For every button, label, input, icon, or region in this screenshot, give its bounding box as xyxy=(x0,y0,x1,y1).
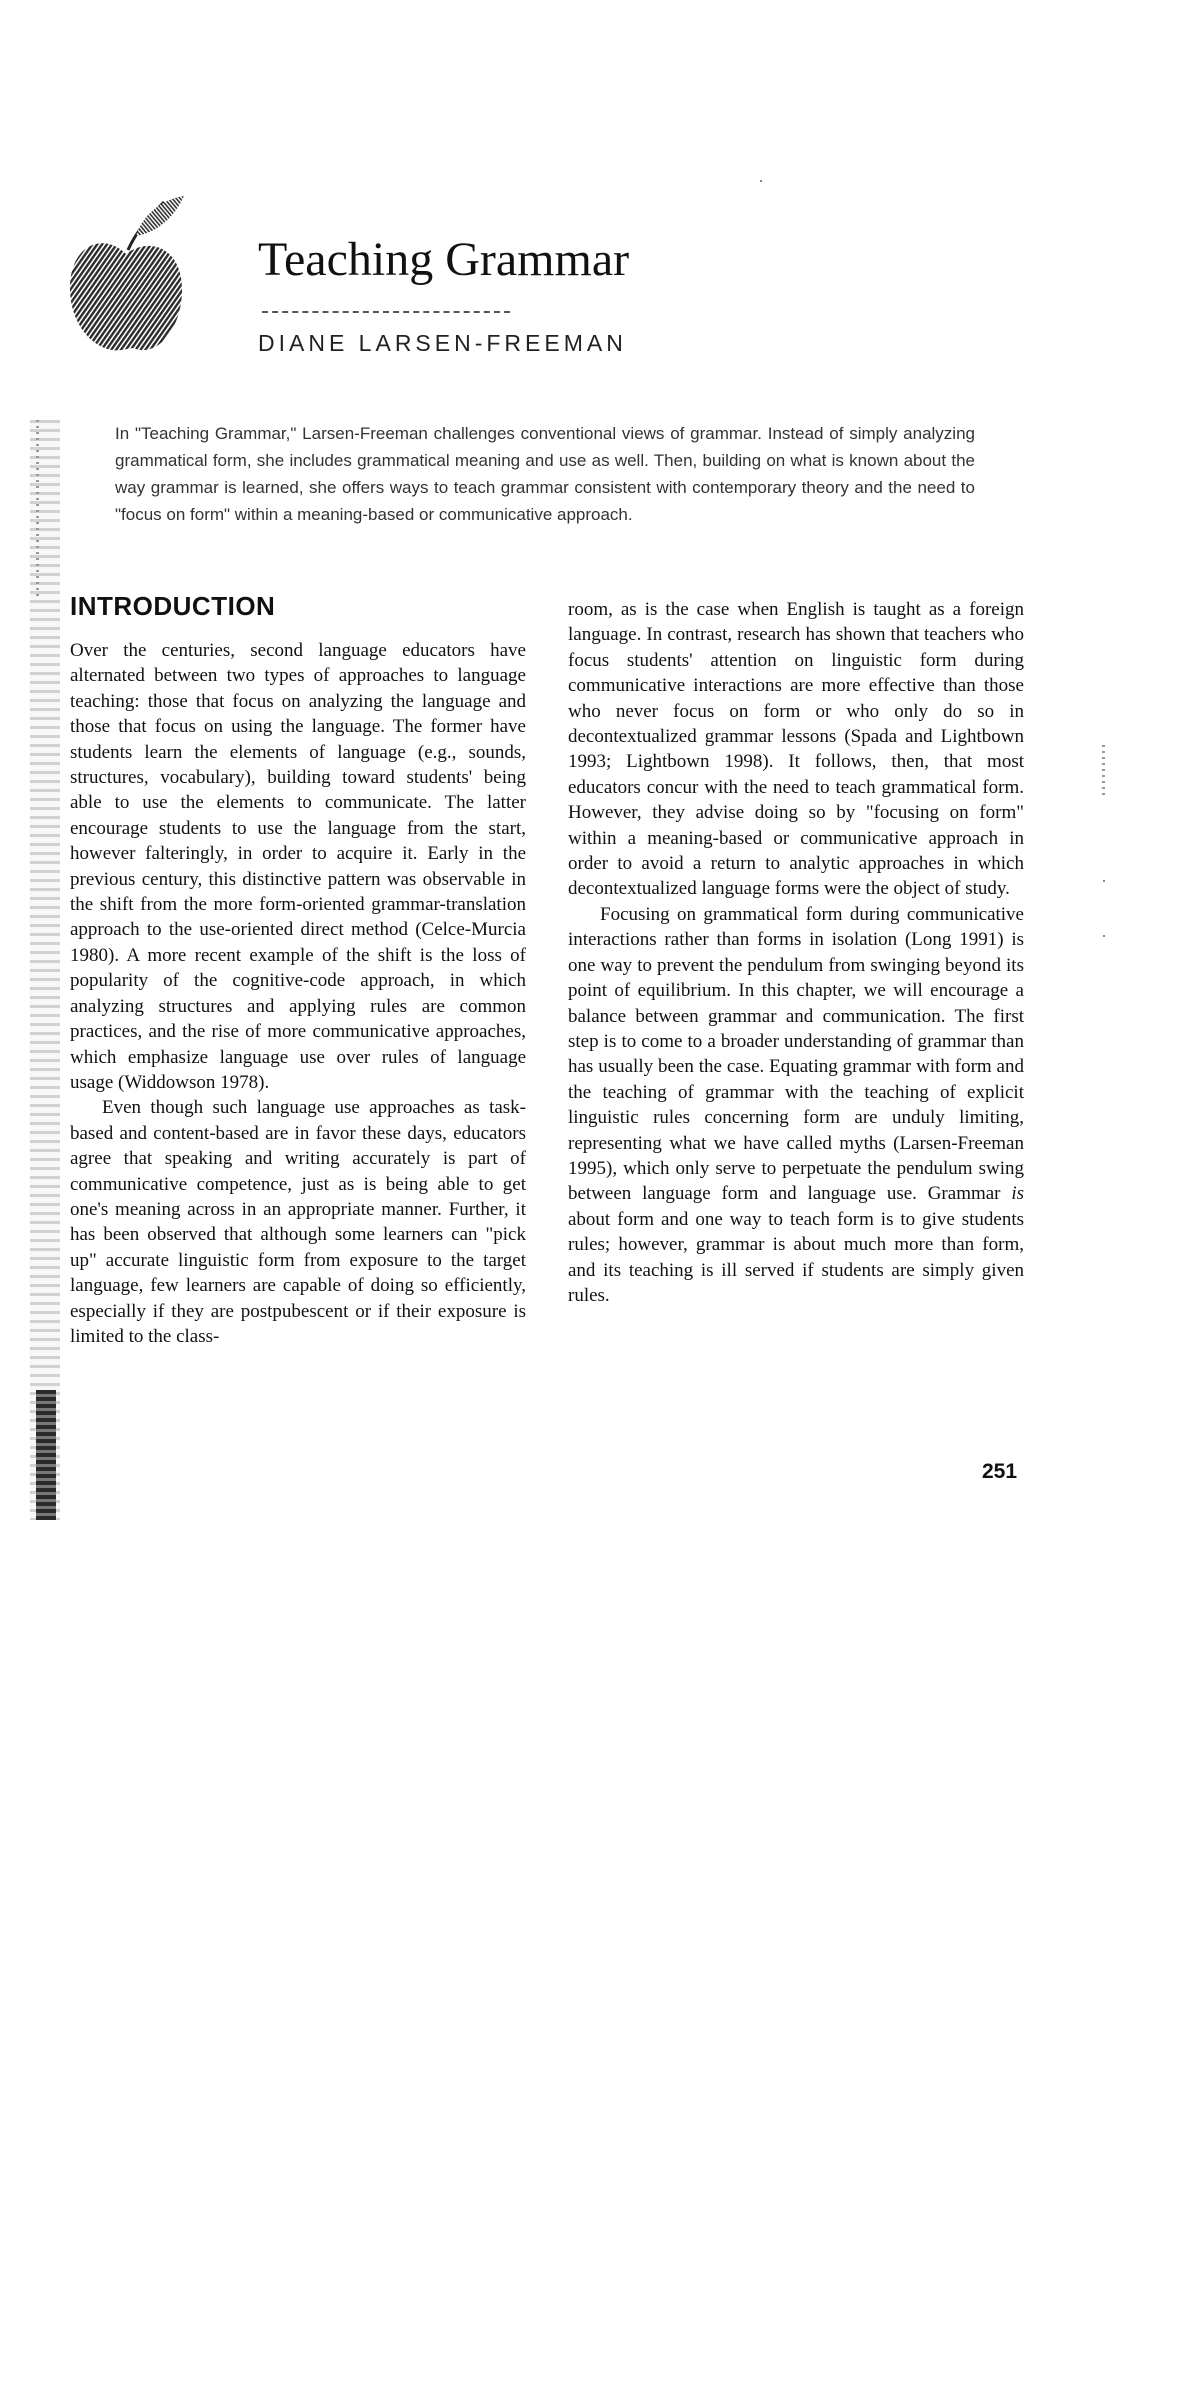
paragraph: Even though such language use approaches as task-based and content-based are in favor these days, educators agree that speaking and writing accurately is part of communicative competence, just as is being able to get one's meaning across in an appropriate manner. Further, it has been observed that although some learners can "pick up" accurate linguistic form from exposure to the target language, few learners are capable of doing so efficiently, especially if they are postpubescent or if their exposure is limited to the class- xyxy=(70,1097,526,1347)
page-number: 251 xyxy=(982,1460,1018,1483)
right-column xyxy=(568,597,1024,1308)
chapter-title: Teaching Grammar xyxy=(258,233,630,286)
paragraph xyxy=(568,902,1024,1309)
scan-dot xyxy=(1103,880,1105,882)
binding-dark-edge xyxy=(36,1390,56,1520)
chapter-author: DIANE LARSEN-FREEMAN xyxy=(258,330,627,356)
scan-dot xyxy=(760,180,762,182)
apple-icon xyxy=(64,192,194,362)
paragraph: room, as is the case when English is taught as a foreign language. In contrast, research has shown that teachers who focus students' attention on linguistic form during communicative interactions are more effective than those who never focus on form or who only do so in decontextualized grammar lessons (Spada and Lightbown 1993; Lightbown 1998). It follows, then, that most educators concur with the need to teach grammatical form. However, they advise doing so by "focusing on form" within a meaning-based or communicative approach in order to avoid a return to analytic approaches in which decontextualized language forms were the object of study. xyxy=(568,599,1024,900)
binding-shadow xyxy=(30,420,60,1520)
chapter-abstract: In "Teaching Grammar," Larsen-Freeman challenges conventional views of grammar. Instead of simply analyzing grammatical form, she includes grammatical meaning and use as well. Then, building on what is known about the way grammar is learned, she offers ways to teach grammar consistent with contemporary theory and the need to "focus on form" within a meaning-based or communicative approach. xyxy=(115,424,975,524)
scan-speckle xyxy=(1102,745,1105,795)
paragraph: Over the centuries, second language educators have alternated between two types of approaches to language teaching: those that focus on analyzing the language and those that focus on using the language. The former have students learn the elements of language (e.g., sounds, structures, vocabulary), building toward students' being able to use the elements to communicate. The latter encourage students to use the language from the start, however falteringly, in order to acquire it. Early in the previous century, this distinctive pattern was observable in the shift from the more form-oriented grammar-translation approach to the use-oriented direct method (Celce-Murcia 1980). A more recent example of the shift is the loss of popularity of the cognitive-code approach, in which analyzing structures and applying rules are common practices, and the rise of more communicative approaches, which emphasize language use over rules of language usage (Widdowson 1978). xyxy=(70,640,526,1093)
paragraph-text: Focusing on grammatical form during communicative interactions rather than forms in isolation (Long 1991) is one way to prevent the pendulum from swinging beyond its point of equilibrium. In this chapter, we will encourage a balance between grammar and communication. The first step is to come to a broader understanding of grammar than has usually been the case. Equating grammar with form and the teaching of grammar with the teaching of explicit linguistic rules concerning form are unduly limiting, representing what we have called myths (Larsen-Freeman 1995), which only serve to perpetuate the pendulum swing between language form and language use. Grammar xyxy=(568,903,1024,1205)
section-heading: INTRODUCTION xyxy=(70,591,276,621)
paragraph-text: about form and one way to teach form is to give students rules; however, grammar is about much more than form, and its teaching is ill served if students are simply given rules. xyxy=(568,1208,1024,1306)
emphasis-text: is xyxy=(1011,1183,1024,1205)
scan-speckle xyxy=(36,420,39,600)
scan-dot xyxy=(1103,935,1105,937)
title-rule xyxy=(262,311,510,313)
left-column xyxy=(70,638,526,1349)
